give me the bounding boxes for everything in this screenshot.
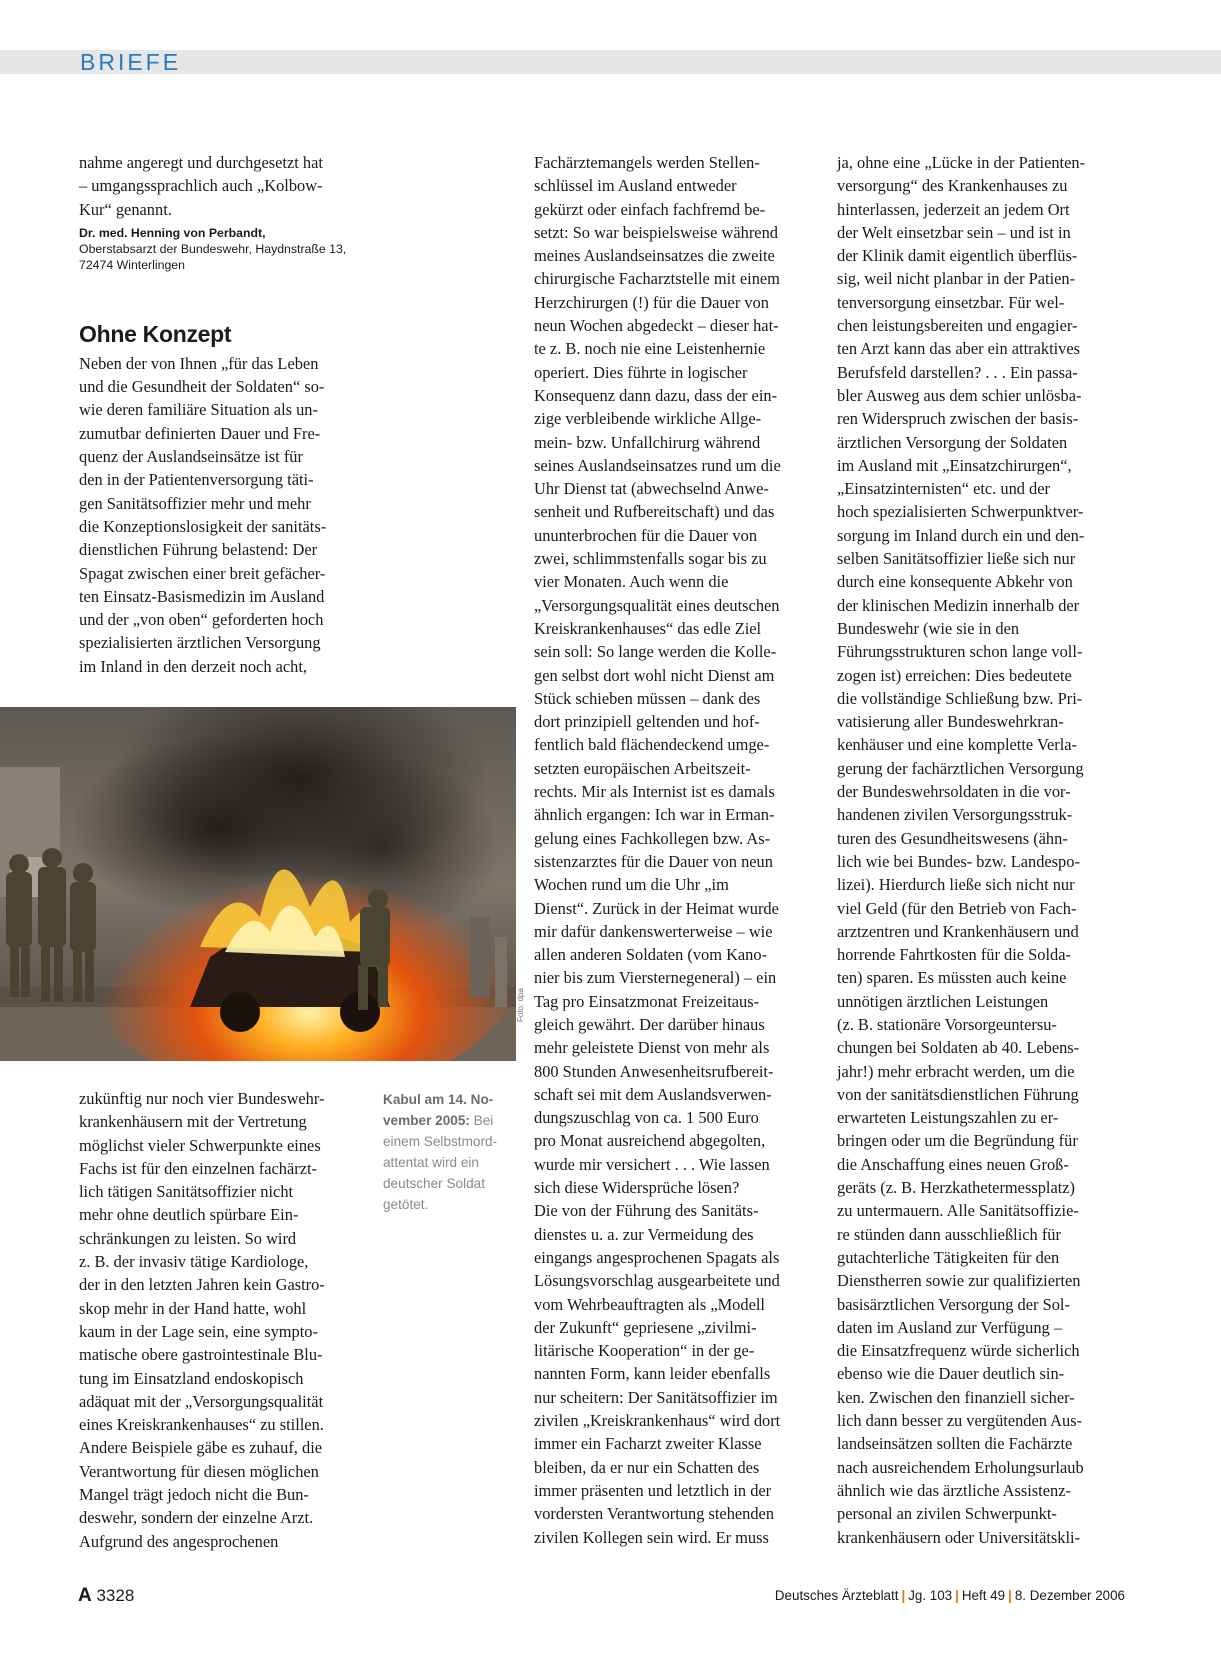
- text-line: im Inland in den derzeit noch acht,: [79, 656, 308, 676]
- text-line: durch eine konsequente Abkehr von: [837, 572, 1073, 592]
- text-line: vordersten Verantwortung stehenden: [534, 1504, 775, 1524]
- text-line: spezialisierten ärztlichen Versorgung: [79, 633, 321, 653]
- text-line: handenen zivilen Versorgungsstruk-: [837, 805, 1073, 825]
- author-address: 72474 Winterlingen: [79, 257, 185, 272]
- text-line: Fachärztemangels werden Stellen-: [534, 153, 760, 172]
- text-line: hinterlassen, jederzeit an jedem Ort: [837, 199, 1070, 219]
- text-line: der Zukunft“ gepriesene „zivilmi-: [534, 1317, 757, 1337]
- text-line: Aufgrund des angesprochenen: [79, 1531, 279, 1551]
- text-line: eingangs angesprochenen Spagats als: [534, 1247, 780, 1267]
- photo-credit: Foto: dpa: [516, 988, 525, 1022]
- text-line: Verantwortung für diesen möglichen: [79, 1461, 319, 1481]
- text-line: schlüssel im Ausland entweder: [534, 176, 737, 196]
- author-address: Oberstabsarzt der Bundeswehr, Haydnstraße 13,: [79, 241, 347, 256]
- text-line: sein soll: So lange werden die Kolle-: [534, 642, 777, 662]
- text-line: senheit und Rufbereitschaft) und das: [534, 502, 775, 522]
- text-line: eines Kreiskrankenhauses“ zu stillen.: [79, 1415, 324, 1435]
- footer-separator: |: [901, 1588, 906, 1603]
- text-line: „Versorgungsqualität eines deutschen: [534, 595, 780, 615]
- journal-footer: [775, 1588, 1125, 1603]
- footer-separator: |: [1008, 1588, 1012, 1603]
- text-line: Mangel trägt jedoch nicht die Bun-: [79, 1485, 309, 1505]
- text-line: chirurgische Facharztstelle mit einem: [534, 269, 780, 289]
- text-line: der Welt einsetzbar sein – und ist in: [837, 222, 1071, 242]
- text-line: Führungsstrukturen schon lange voll-: [837, 642, 1083, 662]
- text-line: gen Sanitätsoffizier mehr und mehr: [79, 493, 311, 513]
- text-line: Neben der von Ihnen „für das Leben: [79, 353, 319, 373]
- text-line: lich dann besser zu vergütenden Aus-: [837, 1411, 1083, 1431]
- text-line: 800 Stunden Anwesenheitsrufbereit-: [534, 1061, 774, 1081]
- text-line: bler Ausweg aus dem schier unlösba-: [837, 385, 1082, 405]
- text-line: ken. Zwischen den finanziell sicher-: [837, 1387, 1075, 1407]
- text-line: ebenso wie die Dauer deutlich sin-: [837, 1364, 1065, 1384]
- text-line: unnötigen ärztlichen Leistungen: [837, 991, 1049, 1011]
- text-line: lich tätigen Sanitätsoffizier nicht: [79, 1182, 294, 1202]
- text-line: ja, ohne eine „Lücke in der Patienten-: [837, 153, 1086, 172]
- text-line: Dienstherren sowie zur qualifizierten: [837, 1271, 1081, 1291]
- text-line: gekürzt oder einfach fachfremd be-: [534, 199, 766, 219]
- journal-volume: Jg. 103: [908, 1588, 953, 1603]
- text-line: mir dafür dankenswerterweise – wie: [534, 921, 773, 941]
- text-line: Lösungsvorschlag ausgearbeitete und: [534, 1271, 780, 1291]
- caption-line: deutscher Soldat: [383, 1176, 486, 1191]
- journal-issue: Heft 49: [961, 1588, 1006, 1603]
- column-3: [837, 151, 1127, 1549]
- text-line: gen selbst dort wohl nicht Dienst am: [534, 665, 775, 685]
- text-line: bringen oder um die Begründung für: [837, 1131, 1078, 1151]
- text-line: lich wie bei Bundes- bzw. Landespo-: [837, 851, 1080, 871]
- caption-line: getötet.: [383, 1197, 429, 1212]
- burning-car-photo: [0, 707, 516, 1061]
- text-line: Spagat zwischen einer breit gefächer-: [79, 563, 326, 583]
- text-line: schränkungen zu leisten. So wird: [79, 1228, 297, 1248]
- text-line: ten Einsatz-Basismedizin im Ausland: [79, 586, 325, 606]
- page-letter: A: [78, 1585, 92, 1606]
- photo-caption: [383, 1089, 508, 1215]
- text-line: sorgung im Inland durch ein und den-: [837, 525, 1085, 545]
- text-line: mehr ohne deutlich spürbare Ein-: [79, 1205, 299, 1225]
- text-line: ärztlichen Versorgung der Soldaten: [837, 432, 1068, 452]
- text-line: bleiben, da er nur ein Schatten des: [534, 1457, 760, 1477]
- text-line: die Einsatzfrequenz würde sicherlich: [837, 1341, 1080, 1361]
- text-line: landseinsätzen sollten die Fachärzte: [837, 1434, 1073, 1454]
- text-line: der Bundeswehrsoldaten in die vor-: [837, 782, 1071, 802]
- text-line: viel Geld (für den Betrieb von Fach-: [837, 898, 1077, 918]
- text-line: Kur“ genannt.: [79, 199, 172, 219]
- text-line: zige verbleibende wirkliche Allge-: [534, 409, 762, 429]
- text-line: re stünden dann ausschließlich für: [837, 1224, 1061, 1244]
- footer-separator: |: [955, 1588, 959, 1603]
- text-line: kaum in der Lage sein, eine sympto-: [79, 1321, 318, 1341]
- text-line: dort prinzipiell geltenden und hof-: [534, 712, 760, 732]
- text-line: operiert. Dies führte in logischer: [534, 362, 748, 382]
- text-line: gelung eines Fachkollegen bzw. As-: [534, 828, 771, 848]
- text-line: der klinischen Medizin innerhalb der: [837, 595, 1080, 615]
- text-line: geräts (z. B. Herzkathetermessplatz): [837, 1178, 1076, 1198]
- text-line: nach ausreichendem Erholungsurlaub: [837, 1457, 1084, 1477]
- text-line: immer präsenten und letztlich in der: [534, 1480, 772, 1500]
- text-line: jahr!) mehr erbracht werden, um die: [837, 1061, 1075, 1081]
- caption-line: attentat wird ein: [383, 1155, 479, 1170]
- letter-heading: Ohne Konzept: [79, 320, 232, 347]
- text-line: allen anderen Soldaten (vom Kano-: [534, 945, 768, 965]
- text-line: krankenhäusern oder Universitätskli-: [837, 1527, 1081, 1547]
- caption-text: Bei: [469, 1113, 494, 1128]
- text-line: der Klinik damit eigentlich überflüs-: [837, 246, 1078, 266]
- text-line: „Einsatzinternisten“ etc. und der: [837, 479, 1050, 499]
- text-line: vier Monaten. Auch wenn die: [534, 572, 729, 592]
- text-line: Bundeswehr (wie sie in den: [837, 618, 1020, 638]
- column-1-top: [79, 151, 367, 678]
- text-line: sig, weil nicht planbar in der Patien-: [837, 269, 1076, 289]
- text-line: tenversorgung einsetzbar. Für wel-: [837, 292, 1065, 312]
- text-line: zu untermauern. Alle Sanitätsoffizie-: [837, 1201, 1079, 1221]
- text-line: mein- bzw. Unfallchirurg während: [534, 432, 761, 452]
- text-line: neun Wochen abgedeckt – dieser hat-: [534, 316, 779, 336]
- text-line: dienstlichen Führung belastend: Der: [79, 540, 318, 560]
- text-line: ununterbrochen für die Dauer von: [534, 525, 758, 545]
- text-line: sistenzarztes für die Dauer von neun: [534, 851, 773, 871]
- text-line: Herzchirurgen (!) für die Dauer von: [534, 292, 769, 312]
- text-line: Wochen rund um die Uhr „im: [534, 875, 729, 895]
- author-signature: [79, 225, 367, 273]
- text-line: den in der Patientenversorgung täti-: [79, 470, 314, 490]
- text-line: adäquat mit der „Versorgungsqualität: [79, 1391, 324, 1411]
- caption-lead: Kabul am 14. No-: [383, 1092, 494, 1107]
- text-line: gutachterliche Tätigkeiten für den: [837, 1247, 1060, 1267]
- text-line: wie deren familiäre Situation als un-: [79, 400, 318, 420]
- text-line: zwei, schlimmstenfalls sogar bis zu: [534, 549, 767, 569]
- text-line: immer ein Facharzt zweiter Klasse: [534, 1434, 762, 1454]
- page-number-value: 3328: [96, 1586, 135, 1605]
- text-line: chungen bei Soldaten ab 40. Lebens-: [837, 1038, 1080, 1058]
- text-line: arztzentren und Krankenhäusern und: [837, 921, 1079, 941]
- text-line: im Ausland mit „Einsatzchirurgen“,: [837, 455, 1072, 475]
- text-line: zogen ist) erreichen: Dies bedeutete: [837, 665, 1072, 685]
- text-line: möglichst vieler Schwerpunkte eines: [79, 1135, 321, 1155]
- text-line: schaft sei mit dem Auslandsverwen-: [534, 1084, 772, 1104]
- text-line: zivilen „Kreiskrankenhaus“ wird dort: [534, 1411, 781, 1431]
- text-line: Andere Beispiele gäbe es zuhauf, die: [79, 1438, 323, 1458]
- text-line: krankenhäusern mit der Vertretung: [79, 1112, 307, 1132]
- text-line: z. B. der invasiv tätige Kardiologe,: [79, 1252, 309, 1272]
- text-line: basisärztlichen Versorgung der Sol-: [837, 1294, 1070, 1314]
- text-line: matische obere gastrointestinale Blu-: [79, 1345, 323, 1365]
- text-line: Dienst“. Zurück in der Heimat wurde: [534, 898, 779, 918]
- page-number: [78, 1585, 134, 1607]
- letter-ending: [79, 151, 367, 221]
- text-line: erwarteten Leistungszahlen zu er-: [837, 1108, 1059, 1128]
- text-line: und der „von oben“ geforderten hoch: [79, 610, 324, 630]
- text-line: versorgung“ des Krankenhauses zu: [837, 176, 1068, 196]
- column-1-bottom: [79, 1087, 367, 1553]
- text-line: von der sanitätsdienstlichen Führung: [837, 1084, 1079, 1104]
- header-bar: [0, 50, 1221, 74]
- text-line: meines Auslandseinsatzes die zweite: [534, 246, 775, 266]
- text-line: rechts. Mir als Internist ist es damals: [534, 782, 775, 802]
- text-line: selben Sanitätsoffizier ließe sich nur: [837, 549, 1076, 569]
- text-line: ähnlich ergangen: Ich war in Erman-: [534, 805, 775, 825]
- section-label: BRIEFE: [80, 49, 182, 75]
- text-line: zumutbar definierten Dauer und Fre-: [79, 423, 321, 443]
- text-line: nier bis zum Viersternegeneral) – ein: [534, 968, 777, 988]
- text-line: quenz der Auslandseinsätze ist für: [79, 447, 303, 467]
- text-line: Tag pro Einsatzmonat Freizeitaus-: [534, 991, 760, 1011]
- text-line: wurde mir versichert . . . Wie lassen: [534, 1154, 770, 1174]
- text-line: Kreiskrankenhauses“ das edle Ziel: [534, 618, 762, 638]
- journal-date: 8. Dezember 2006: [1014, 1588, 1125, 1603]
- text-line: lizei). Hierdurch ließe sich nicht nur: [837, 875, 1075, 895]
- text-line: Konsequenz dann dazu, dass der ein-: [534, 385, 778, 405]
- text-line: dienstes u. a. zur Vermeidung des: [534, 1224, 754, 1244]
- text-line: die Konzeptionslosigkeit der sanitäts-: [79, 516, 327, 536]
- letter-body: [79, 352, 367, 678]
- text-line: horrende Fahrtkosten für die Solda-: [837, 945, 1071, 965]
- text-line: Fachs ist für den einzelnen fachärzt-: [79, 1158, 318, 1178]
- text-line: – umgangssprachlich auch „Kolbow-: [79, 176, 323, 196]
- text-line: hoch spezialisierten Schwerpunktver-: [837, 502, 1084, 522]
- text-line: zivilen Kollegen sein wird. Er muss: [534, 1527, 769, 1547]
- text-line: Die von der Führung des Sanitäts-: [534, 1201, 759, 1221]
- text-line: nur scheitern: Der Sanitätsoffizier im: [534, 1387, 778, 1407]
- text-line: ren Widerspruch zwischen der basis-: [837, 409, 1079, 429]
- author-name: Dr. med. Henning von Perbandt,: [79, 225, 266, 240]
- text-line: ten Arzt kann das aber ein attraktives: [837, 339, 1081, 359]
- text-line: zukünftig nur noch vier Bundeswehr-: [79, 1089, 325, 1108]
- text-line: personal an zivilen Schwerpunkt-: [837, 1504, 1057, 1524]
- text-line: dungszuschlag von ca. 1 500 Euro: [534, 1108, 759, 1128]
- text-line: die vollständige Schließung bzw. Pri-: [837, 688, 1083, 708]
- text-line: gerung der fachärztlichen Versorgung: [837, 758, 1084, 778]
- text-line: chen leistungsbereiten und engagier-: [837, 316, 1078, 336]
- text-line: deswehr, sondern der einzelne Arzt.: [79, 1508, 314, 1528]
- text-line: Berufsfeld darstellen? . . . Ein passa-: [837, 362, 1078, 382]
- text-line: der in den letzten Jahren kein Gastro-: [79, 1275, 325, 1295]
- text-line: setzten europäischen Arbeitszeit-: [534, 758, 751, 778]
- text-line: nahme angeregt und durchgesetzt hat: [79, 153, 323, 172]
- caption-lead: vember 2005:: [383, 1113, 470, 1128]
- text-line: ähnlich wie das ärztliche Assistenz-: [837, 1480, 1071, 1500]
- text-line: vom Wehrbeauftragten als „Modell: [534, 1294, 765, 1314]
- text-line: fentlich bald flächendeckend umge-: [534, 735, 770, 755]
- text-line: skop mehr in der Hand hatte, wohl: [79, 1298, 307, 1318]
- text-line: tung im Einsatzland endoskopisch: [79, 1368, 304, 1388]
- text-line: Uhr Dienst tat (abwechselnd Anwe-: [534, 479, 769, 499]
- text-line: turen des Gesundheitswesens (ähn-: [837, 828, 1068, 848]
- text-line: litärische Kooperation“ in der ge-: [534, 1341, 755, 1361]
- text-line: die Anschaffung eines neuen Groß-: [837, 1154, 1069, 1174]
- text-line: te z. B. noch nie eine Leistenhernie: [534, 339, 766, 359]
- text-line: vatisierung aller Bundeswehrkran-: [837, 712, 1064, 732]
- column-2: [534, 151, 824, 1549]
- text-line: nannten Form, kann leider ebenfalls: [534, 1364, 771, 1384]
- text-line: kenhäuser und eine komplette Verla-: [837, 735, 1078, 755]
- text-line: (z. B. stationäre Vorsorgeuntersu-: [837, 1014, 1057, 1034]
- text-line: Stück schieben müssen – dank des: [534, 688, 761, 708]
- text-line: seines Auslandseinsatzes rund um die: [534, 455, 781, 475]
- caption-line: einem Selbstmord-: [383, 1134, 498, 1149]
- text-line: gleich gewährt. Der darüber hinaus: [534, 1014, 765, 1034]
- text-line: daten im Ausland zur Verfügung –: [837, 1317, 1063, 1337]
- text-line: ten) sparen. Es müssten auch keine: [837, 968, 1067, 988]
- text-line: und die Gesundheit der Soldaten“ so-: [79, 377, 325, 397]
- journal-name: Deutsches Ärzteblatt: [774, 1588, 899, 1603]
- news-photo: [0, 707, 516, 1061]
- text-line: sich diese Widersprüche lösen?: [534, 1178, 740, 1198]
- text-line: pro Monat ausreichend abgegolten,: [534, 1131, 766, 1151]
- text-line: mehr geleistete Dienst von mehr als: [534, 1038, 770, 1058]
- text-line: setzt: So war beispielsweise während: [534, 222, 778, 242]
- caption-line: [383, 1110, 508, 1131]
